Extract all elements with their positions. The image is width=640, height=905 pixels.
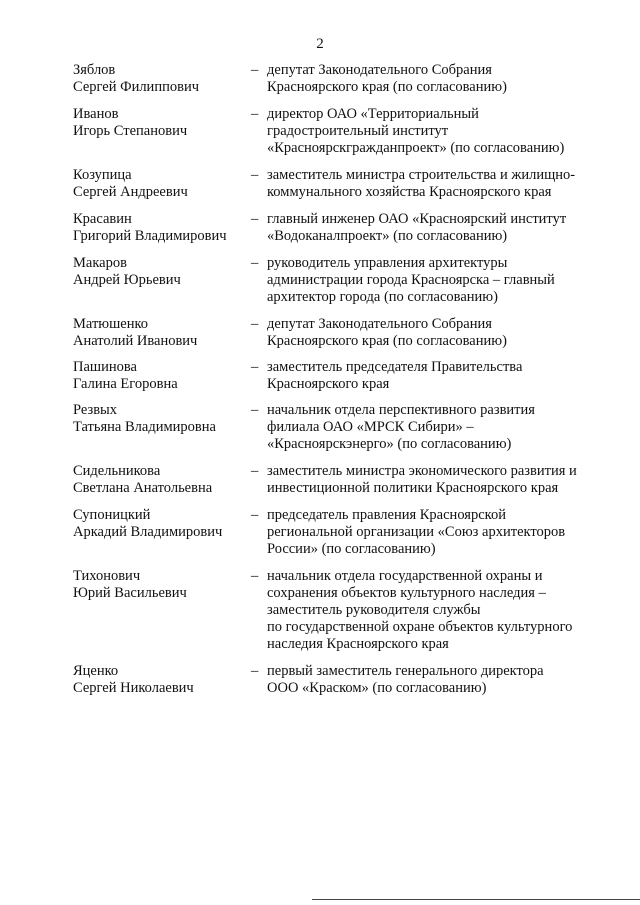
member-entry	[73, 663, 613, 697]
member-entry	[73, 211, 613, 245]
separator-dash: –	[251, 167, 259, 183]
member-position	[267, 255, 613, 306]
member-given-name: Сергей Андреевич	[73, 184, 188, 200]
position-line: сохранения объектов культурного наследия –	[267, 585, 546, 601]
member-entry	[73, 255, 613, 306]
member-surname: Макаров	[73, 255, 127, 271]
position-line: инвестиционной политики Красноярского края	[267, 480, 559, 496]
position-line: региональной организации «Союз архитекторов	[267, 524, 566, 540]
member-position	[267, 663, 613, 697]
separator-dash: –	[251, 663, 259, 679]
position-line: Красноярского края (по согласованию)	[267, 333, 507, 349]
position-line: градостроительный институт	[267, 123, 449, 139]
member-surname: Супоницкий	[73, 507, 151, 523]
member-entry	[73, 402, 613, 453]
member-name	[73, 167, 251, 201]
member-entry	[73, 106, 613, 157]
member-given-name: Анатолий Иванович	[73, 333, 198, 349]
committee-members-list	[73, 62, 613, 697]
position-line: заместитель министра экономического развития и	[267, 463, 577, 479]
position-line: наследия Красноярского края	[267, 636, 449, 652]
member-surname: Сидельникова	[73, 463, 161, 479]
member-given-name: Галина Егоровна	[73, 376, 178, 392]
member-name	[73, 62, 251, 96]
member-surname: Матюшенко	[73, 316, 149, 332]
member-name	[73, 463, 251, 497]
separator-dash: –	[251, 463, 259, 479]
separator-dash: –	[251, 62, 259, 78]
member-surname: Красавин	[73, 211, 132, 227]
member-given-name: Светлана Анатольевна	[73, 480, 213, 496]
member-position	[267, 106, 613, 157]
member-given-name: Аркадий Владимирович	[73, 524, 223, 540]
member-surname: Яценко	[73, 663, 119, 679]
member-entry	[73, 507, 613, 558]
member-position	[267, 359, 613, 393]
member-surname: Зяблов	[73, 62, 116, 78]
position-line: председатель правления Красноярской	[267, 507, 506, 523]
position-line: «Красноярскгражданпроект» (по согласованию)	[267, 140, 565, 156]
position-line: России» (по согласованию)	[267, 541, 436, 557]
member-name	[73, 211, 251, 245]
separator-dash: –	[251, 507, 259, 523]
member-position	[267, 568, 613, 653]
member-entry	[73, 568, 613, 653]
separator-dash: –	[251, 255, 259, 271]
member-given-name: Игорь Степанович	[73, 123, 188, 139]
member-entry	[73, 167, 613, 201]
position-line: архитектор города (по согласованию)	[267, 289, 498, 305]
member-surname: Пашинова	[73, 359, 137, 375]
page-number: 2	[316, 36, 324, 52]
member-name	[73, 402, 251, 436]
bottom-rule	[312, 899, 640, 900]
member-position	[267, 402, 613, 453]
member-surname: Тихонович	[73, 568, 141, 584]
member-given-name: Татьяна Владимировна	[73, 419, 216, 435]
member-given-name: Андрей Юрьевич	[73, 272, 181, 288]
separator-dash: –	[251, 568, 259, 584]
member-surname: Иванов	[73, 106, 119, 122]
separator-dash: –	[251, 402, 259, 418]
member-name	[73, 316, 251, 350]
member-surname: Козупица	[73, 167, 132, 183]
separator-dash: –	[251, 359, 259, 375]
member-position	[267, 62, 613, 96]
position-line: начальник отдела перспективного развития	[267, 402, 535, 418]
member-entry	[73, 359, 613, 393]
member-entry	[73, 62, 613, 96]
member-position	[267, 463, 613, 497]
position-line: главный инженер ОАО «Красноярский институт	[267, 211, 567, 227]
member-given-name: Григорий Владимирович	[73, 228, 227, 244]
member-entry	[73, 463, 613, 497]
member-given-name: Юрий Васильевич	[73, 585, 187, 601]
position-line: начальник отдела государственной охраны и	[267, 568, 543, 584]
position-line: коммунального хозяйства Красноярского края	[267, 184, 552, 200]
member-name	[73, 507, 251, 541]
position-line: «Красноярскэнерго» (по согласованию)	[267, 436, 512, 452]
position-line: первый заместитель генерального директора	[267, 663, 544, 679]
member-name	[73, 106, 251, 140]
member-position	[267, 316, 613, 350]
member-position	[267, 211, 613, 245]
position-line: депутат Законодательного Собрания	[267, 62, 492, 78]
position-line: Красноярского края (по согласованию)	[267, 79, 507, 95]
position-line: администрации города Красноярска – главный	[267, 272, 555, 288]
member-given-name: Сергей Филиппович	[73, 79, 199, 95]
member-position	[267, 507, 613, 558]
member-given-name: Сергей Николаевич	[73, 680, 194, 696]
member-name	[73, 568, 251, 602]
position-line: руководитель управления архитектуры	[267, 255, 508, 271]
position-line: депутат Законодательного Собрания	[267, 316, 492, 332]
position-line: заместитель председателя Правительства	[267, 359, 523, 375]
member-position	[267, 167, 613, 201]
position-line: Красноярского края	[267, 376, 390, 392]
member-name	[73, 255, 251, 289]
position-line: директор ОАО «Территориальный	[267, 106, 479, 122]
position-line: по государственной охране объектов культурного	[267, 619, 573, 635]
position-line: филиала ОАО «МРСК Сибири» –	[267, 419, 474, 435]
member-entry	[73, 316, 613, 350]
position-line: заместитель министра строительства и жилищно-	[267, 167, 576, 183]
position-line: ООО «Краском» (по согласованию)	[267, 680, 487, 696]
member-surname: Резвых	[73, 402, 118, 418]
separator-dash: –	[251, 316, 259, 332]
position-line: «Водоканалпроект» (по согласованию)	[267, 228, 508, 244]
separator-dash: –	[251, 106, 259, 122]
separator-dash: –	[251, 211, 259, 227]
position-line: заместитель руководителя службы	[267, 602, 481, 618]
member-name	[73, 359, 251, 393]
member-name	[73, 663, 251, 697]
